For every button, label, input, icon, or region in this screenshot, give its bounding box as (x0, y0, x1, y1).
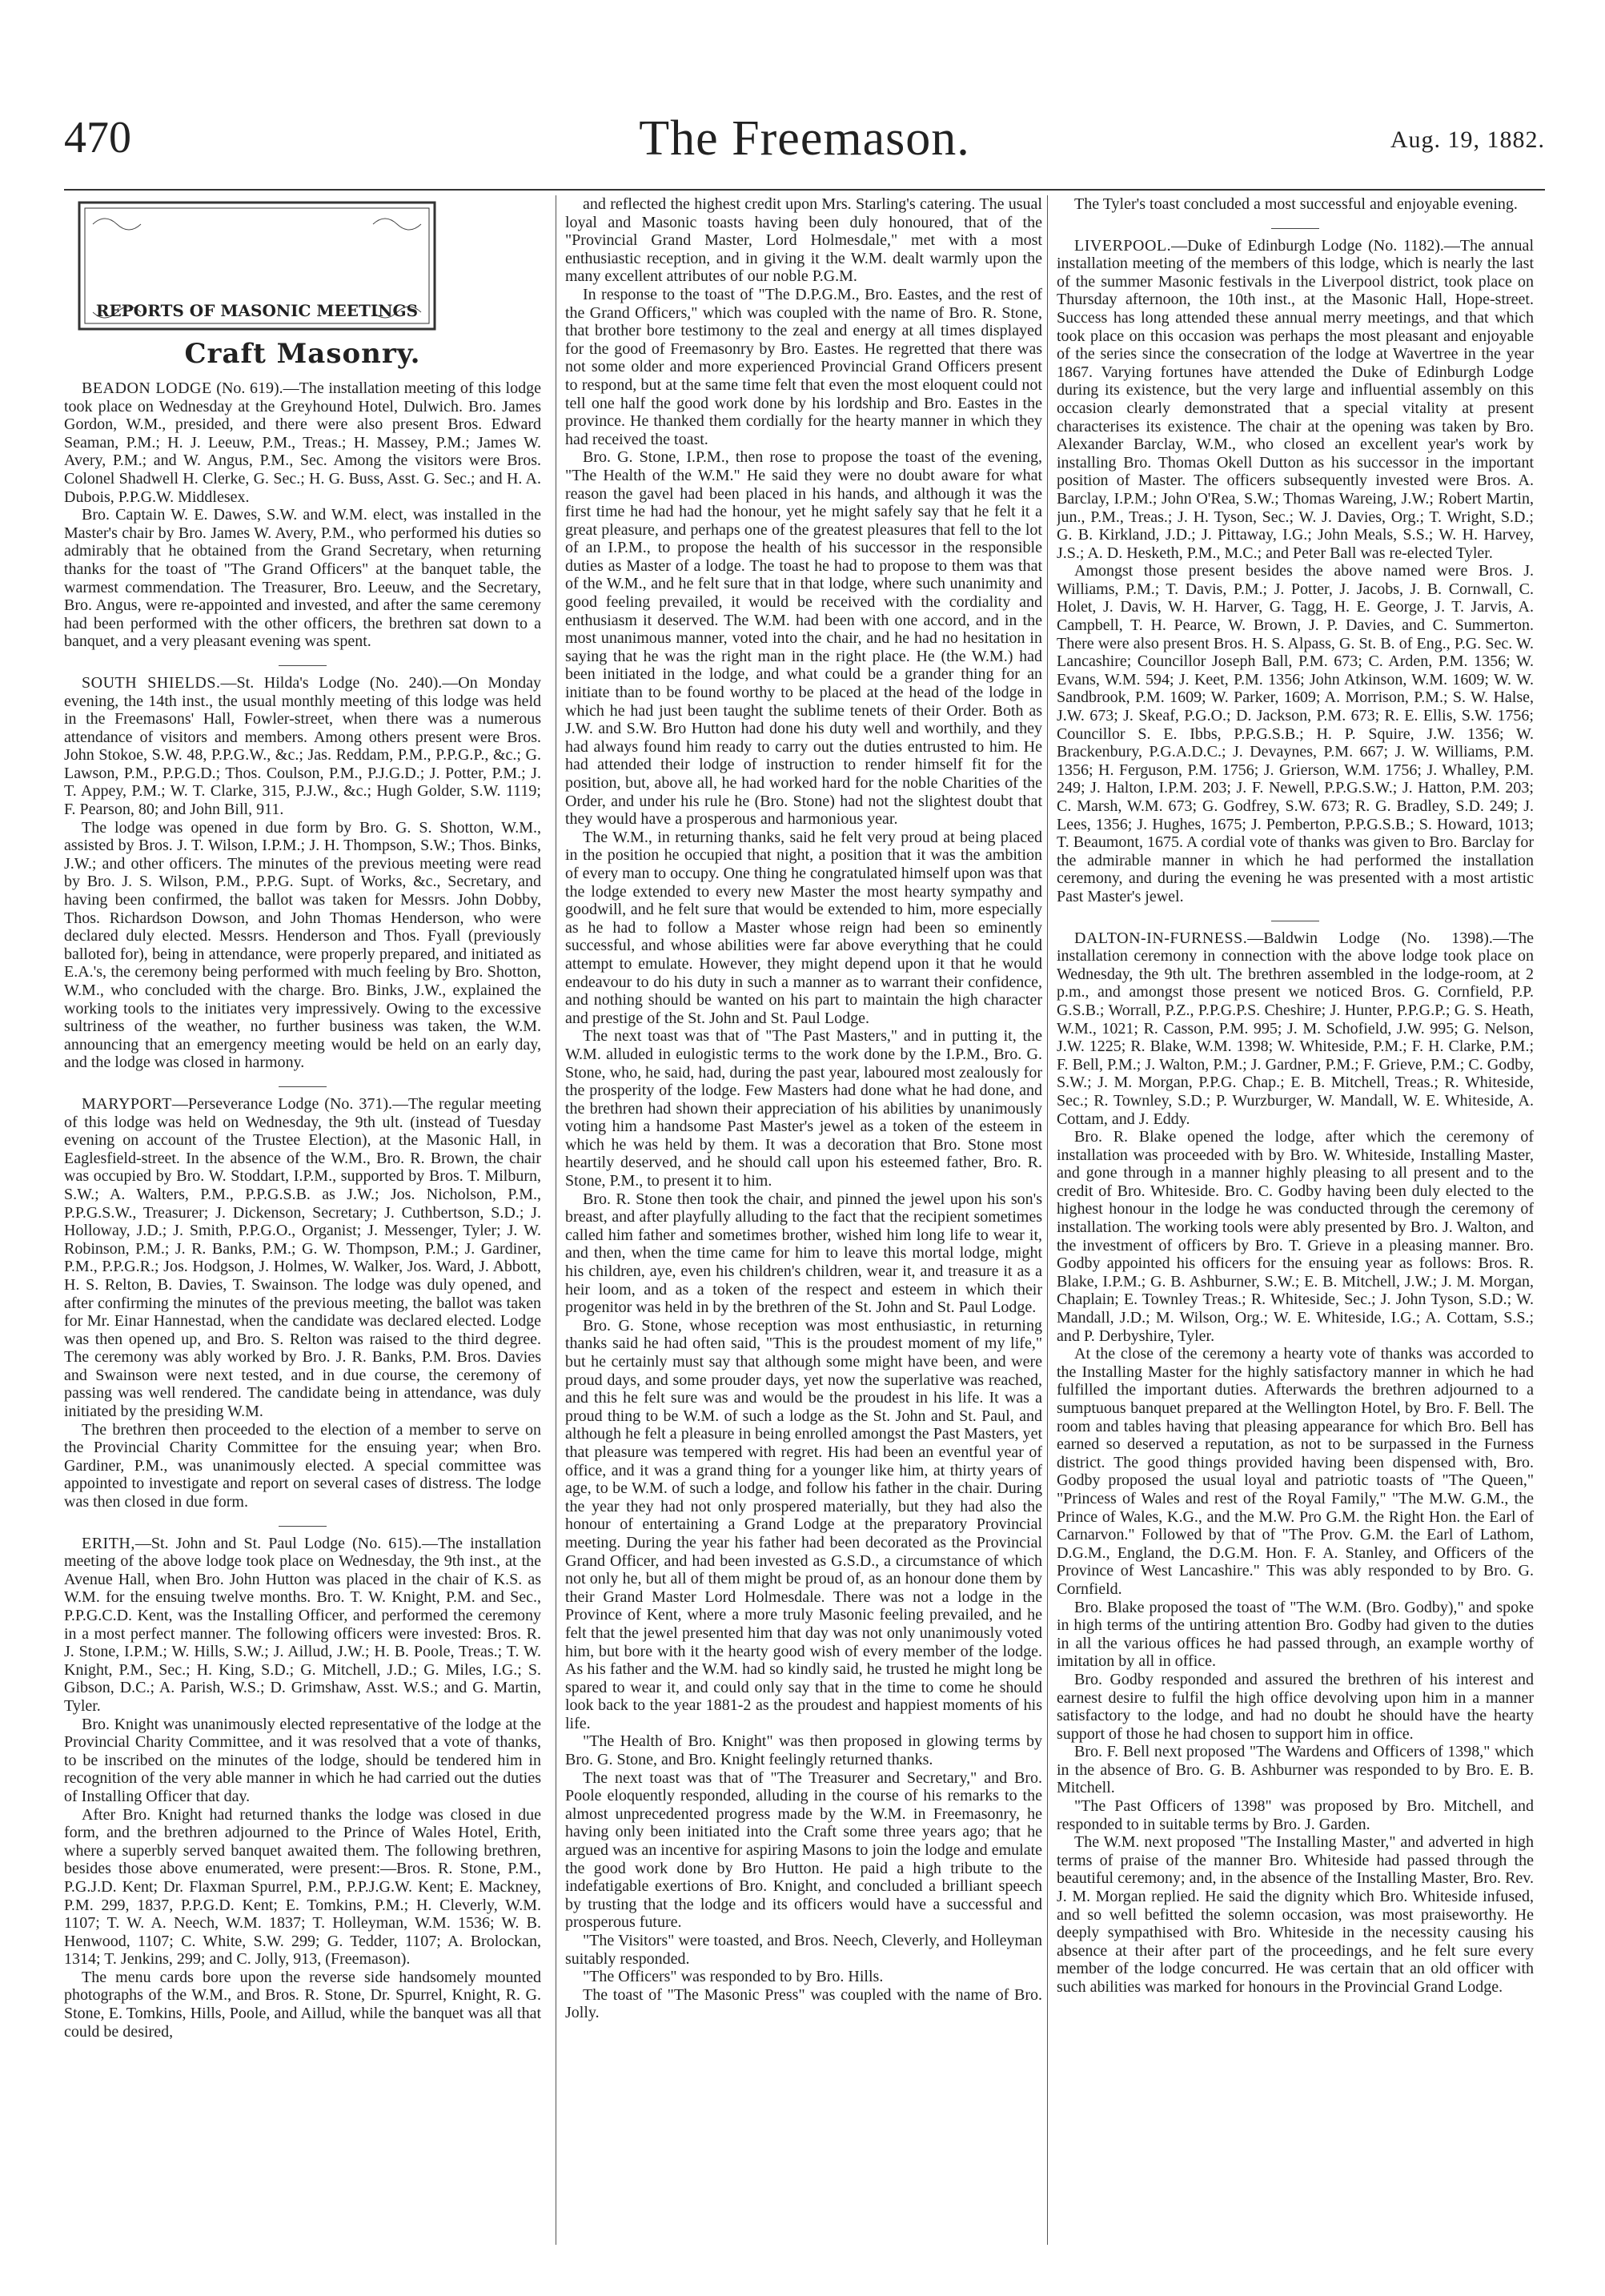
article-heading: MARYPORT (82, 1094, 172, 1113)
article-paragraph: The brethren then proceeded to the election of a member to serve on the Provincial Charity Committee for the ensuing year; when Bro. Gardiner, P.M., was unanimously elected. A special committee was appointed to investigate and report on several cases of distress. The lodge was then closed in due form. (64, 1420, 541, 1511)
article-lead (64, 379, 541, 506)
header-rule (64, 189, 1545, 191)
article-lead-text: —Perseverance Lodge (No. 371).—The regular meeting of this lodge was held on Wednesday, the 9th ult. (instead of Tuesday evening on account of the Trustee Election), at the Masonic Hall, in Eaglesfield-street. In the absence of the W.M., Bro. R. Brown, the chair was occupied by Bro. W. Stoddart, I.P.M., supported by Bros. T. Milburn, S.W.; A. Walters, P.M., P.P.G.S.B. as J.W.; Jos. Nicholson, P.M., P.P.G.S.W., Treasurer; J. Dickenson, Secretary; J. Cuthbertson, S.D.; J. Holloway, J.D.; J. Smith, P.P.G.O., Organist; J. Messenger, Tyler; J. W. Robinson, P.M.; J. R. Banks, P.M.; G. W. Thompson, P.M.; J. Gardiner, P.M., P.P.G.R.; Jos. Hodgson, J. Holmes, W. Walker, Jos. Ward, J. Abbott, H. S. Relton, B. Davies, T. Swainson. The lodge was duly opened, and after confirming the minutes of the previous meeting, the ballot was taken for Mr. Einar Hannestad, when the candidate was declared elected. Lodge was then opened up, and Bro. S. Relton was raised to the third degree. The ceremony was ably worked by Bro. J. R. Banks, P.M. Bros. Davies and Swainson were next tested, and in due course, the ceremony of passing was well rendered. The candidate being in attendance, was duly initiated by the presiding W.M. (64, 1094, 541, 1421)
article-lead (565, 195, 1042, 286)
article-paragraph: Bro. G. Stone, I.P.M., then rose to propose the toast of the evening, "The Health of the W.M." He said they were no doubt aware for what reason the gavel had been placed in his hands, and although it was the first time he had had the honour, yet he might safely say that he felt it a great pleasure, and perhaps one of the greatest pleasures that fell to the lot of an I.P.M., to propose the health of his successor in the responsible duties as Master of a lodge. The toast he had to propose to them was that of the W.M., and he felt sure that in that lodge, where such unanimity and good feeling prevailed, it would be received with the cordiality and enthusiasm it deserved. The W.M. had been with one accord, and in the most unanimous manner, voted into the chair, and he had no hesitation in saying that he was the right man in the right place. He (the W.M.) had been initiated in the lodge, and what could be a grander thing for an initiate than to be found worthy to be placed at the head of the lodge in which he had just been taught the sublime tenets of their Order. Both as J.W. and S.W. Bro Hutton had done his duty well and worthily, and they had always found him ready to carry out the duties entrusted to him. He had attended their lodge of instruction to render himself fit for the position, but, above all, he had worked hard for the noble Charities of the Order, and under his rule he (Bro. Stone) had not the slightest doubt that they would have a prosperous and harmonious year. (565, 448, 1042, 829)
article-lead-text: The Tyler's toast concluded a most successful and enjoyable evening. (1074, 195, 1518, 213)
article-paragraph: Bro. Knight was unanimously elected representative of the lodge at the Provincial Charity Committee, and it was resolved that a vote of thanks, to be inscribed on the minutes of the lodge, should be tendered him in recognition of the very able manner in which he had carried out the duties of Installing Officer that day. (64, 1715, 541, 1805)
articles (565, 195, 1042, 2022)
article (64, 1095, 541, 1511)
issue-date: Aug. 19, 1882. (1390, 126, 1545, 153)
article-paragraph: "The Past Officers of 1398" was proposed by Bro. Mitchell, and responded to in suitable terms by Bro. J. Garden. (1057, 1797, 1534, 1833)
article-heading: BEADON LODGE (82, 379, 212, 397)
article-lead (64, 1535, 541, 1716)
section-title: Craft Masonry. (184, 338, 421, 370)
article (1057, 195, 1534, 214)
masthead (64, 112, 1545, 184)
article-paragraph: Amongst those present besides the above named were Bros. J. Williams, P.M.; T. Davis, P.M.; J. Potter, J. Jacobs, J. B. Cornwall, C. Holet, J. Davis, W. H. Harver, G. Tagg, H. E. George, J. T. Jarvis, A. Campbell, T. H. Pearce, W. Brown, J. P. Davies, and C. Summerton. There were also present Bros. H. S. Alpass, G. St. B. of Eng., P.G. Sec. W. Lancashire; Councillor Joseph Ball, P.M. 673; C. Arden, P.M. 1356; W. Evans, W.M. 594; J. Keet, P.M. 1356; John Atkinson, W.M. 1609; W. W. Sandbrook, P.M. 1609; W. Parker, 1609; A. Morrison, P.M.; S. W. Halse, J.W. 673; J. Skeaf, P.G.O.; D. Jackson, P.M. 673; R. E. Ellis, S.W. 1756; Councillor S. E. Ibbs, P.P.G.S.B.; H. P. Squire, J.W. 1356; W. Brackenbury, P.G.A.D.C.; J. Devaynes, P.M. 667; J. W. Williams, P.M. 1356; H. Ferguson, P.M. 1756; J. Grierson, W.M. 1756; J. Whalley, P.M. 249; J. Halton, I.P.M. 203; J. F. Newell, P.P.G.S.W.; J. Hatton, P.M. 203; C. Marsh, W.M. 673; G. Godfrey, S.W. 673; R. G. Bradley, S.D. 249; J. Lees, 1356; J. Hughes, 1675; J. Pemberton, P.P.G.S.B.; S. Howard, 1013; T. Beaumont, 1675. A cordial vote of thanks was given to Bro. Barclay for the admirable manner in which he had performed the installation ceremony, and during the evening he was presented with a most artistic Past Master's jewel. (1057, 562, 1534, 905)
article-lead (64, 674, 541, 819)
article-lead-text: —Baldwin Lodge (No. 1398).—The installation ceremony in connection with the above lodge took place on Wednesday, the 9th ult. The brethren assembled in the lodge-room, at 2 p.m., and amongst those present we noticed Bros. G. Cornfield, P.P. G.S.B.; Worrall, P.Z., P.P.G.P.S. Cheshire; J. Hunter, P.P.G.P.; G. S. Heath, W.M., 1021; R. Casson, P.M. 995; J. M. Schofield, J.W. 995; G. Nelson, J.W. 1225; R. Blake, W.M. 1398; W. Whiteside, P.M.; F. H. Clarke, P.M.; F. Bell, P.M.; J. Walton, P.M.; J. Gardner, P.M.; F. Grieve, P.M.; C. Godby, S.W.; J. M. Morgan, P.P.G. Chap.; E. B. Mitchell, Treas.; R. Whiteside, Sec.; R. Townley, S.D.; P. Wurzburger, W. Mandall, W. E. Whiteside, A. Cottam, and J. Eddy. (1057, 929, 1534, 1128)
article-paragraph: Bro. Captain W. E. Dawes, S.W. and W.M. elect, was installed in the Master's chair by Bro. James W. Avery, P.M., who performed his duties so admirably that he obtained from the Grand Secretary, when returning thanks for the toast of "The Grand Officers" at the banquet table, the warmest commendation. The Treasurer, Bro. Leeuw, and the Secretary, Bro. Angus, were re-appointed and invested, and after the same ceremony had been performed with the other officers, the brethren sat down to a banquet, and a very pleasant evening was spent. (64, 506, 541, 651)
article-heading: ERITH, (82, 1534, 135, 1552)
article (64, 379, 541, 651)
article-lead (1057, 195, 1534, 214)
article-lead-text: —St. John and St. Paul Lodge (No. 615).—The installation meeting of the above lodge took place on Wednesday, the 9th inst., at the Avenue Hall, when Bro. John Hutton was placed in the chair of K.S. as W.M. for the ensuing twelve months. Bro. T. W. Knight, P.M. and Sec., P.P.G.C.D. Kent, was the Installing Officer, and performed the ceremony in a most perfect manner. The following officers were invested: Bros. R. J. Stone, I.P.M.; W. Hills, S.W.; J. Aillud, J.W.; H. B. Poole, Treas.; T. W. Knight, P.M., Sec.; H. King, S.D.; G. Mitchell, J.D.; G. Miles, I.G.; S. Gibson, D.C.; A. Parish, W.S.; D. Grimshaw, Asst. W.S.; and G. Martin, Tyler. (64, 1534, 541, 1715)
article-lead (1057, 929, 1534, 1129)
article (1057, 237, 1534, 906)
article (64, 1535, 541, 2041)
article-paragraph: Bro. Godby responded and assured the brethren of his interest and earnest desire to fulfil the high office devolving upon him in a manner satisfactory to the lodge, and had no doubt he should have the hearty support of those he had chosen to support him in office. (1057, 1670, 1534, 1743)
page-number: 470 (64, 113, 131, 163)
article-heading: SOUTH SHIELDS. (82, 673, 221, 692)
article-lead (1057, 237, 1534, 563)
article-separator (279, 665, 327, 666)
article-lead-text: —St. Hilda's Lodge (No. 240).—On Monday evening, the 14th inst., the usual monthly meeting of this lodge was held in the Freemasons' Hall, Fowler-street, when there was a numerous attendance of visitors and members. Among others present were Bros. John Stokoe, S.W. 48, P.P.G.W., &c.; Jas. Reddam, P.M., P.P.G.P., &c.; G. Lawson, P.M., P.P.G.D.; Thos. Coulson, P.M., P.J.G.D.; J. Potter, P.M.; J. T. Appey, P.M.; W. T. Clarke, 315, P.J.W., &c.; Hugh Golder, S.W. 1119; F. Pearson, 80; and John Bill, 911. (64, 673, 541, 819)
article-paragraph: At the close of the ceremony a hearty vote of thanks was accorded to the Installing Master for the highly satisfactory manner in which he had fulfilled the important duties. Afterwards the brethren adjourned to a sumptuous banquet prepared at the Wellington Hotel, by Bro. F. Bell. The room and tables having that pleasing appearance for which Bro. Bell has earned so deserved a reputation, as not to be surpassed in the Furness district. The good things provided having been dispensed with, Bro. Godby proposed the usual loyal and patriotic toasts of "The Queen," "Princess of Wales and rest of the Royal Family," "The M.W. G.M., the Prince of Wales, K.G., and the M.W. Pro G.M. the Right Hon. the Earl of Carnarvon." Followed by that of "The Prov. G.M. the Earl of Lathom, D.G.M., England, the D.G.M. Hon. F. A. Stanley, and Officers of the Province of West Lancashire." This was ably responded to by Bro. G. Cornfield. (1057, 1345, 1534, 1598)
article-paragraph: The toast of "The Masonic Press" was coupled with the name of Bro. Jolly. (565, 1985, 1042, 2022)
article-heading: LIVERPOOL. (1074, 236, 1172, 255)
article (1057, 929, 1534, 1997)
column-2 (565, 195, 1042, 2253)
column-1 (64, 195, 541, 2253)
article-paragraph: Bro. R. Blake opened the lodge, after which the ceremony of installation was proceeded with by Bro. W. Whiteside, Installing Master, and gone through in a manner highly pleasing to all present and to the credit of Bro. Whiteside. Bro. C. Godby having been duly elected to the highest honour in the lodge he was conducted through the ceremony of installation. The working tools were ably presented by Bro. J. Walton, and the investment of officers by Bro. T. Grieve in a pleasing manner. Bro. Godby appointed his officers for the ensuing year as follows: Bros. R. Blake, I.P.M.; G. B. Ashburner, S.W.; E. B. Mitchell, J.W.; J. M. Morgan, Chaplain; E. Townley Treas.; R. Whiteside, Sec.; J. John Tyson, S.D.; W. Mandall, J.D.; M. Wilson, Org.; W. E. Whiteside, I.G.; A. Cottam, S.S.; and P. Derbyshire, Tyler. (1057, 1128, 1534, 1345)
article-lead-text: (No. 619).—The installation meeting of this lodge took place on Wednesday at the Greyhound Hotel, Dulwich. Bro. James Gordon, W.M., presided, and there were also present Bros. Edward Seaman, P.M.; H. J. Leeuw, P.M., Treas.; H. Massey, P.M.; James W. Avery, P.M.; and W. Angus, P.M., Sec. Among the visitors were Bros. Colonel Shadwell H. Clerke, G. Sec.; H. G. Buss, Asst. G. Sec.; and H. A. Dubois, P.P.G.W. Middlesex. (64, 379, 541, 506)
article-paragraph: "The Health of Bro. Knight" was then proposed in glowing terms by Bro. G. Stone, and Bro. Knight feelingly returned thanks. (565, 1732, 1042, 1769)
article-separator (279, 1526, 327, 1527)
article-paragraph: The menu cards bore upon the reverse side handsomely mounted photographs of the W.M., and Bros. R. Stone, Dr. Spurrel, Knight, R. G. Stone, E. Tomkins, Hills, Poole, and Aillud, while the banquet was all that could be desired, (64, 1968, 541, 2041)
article-heading: DALTON-IN-FURNESS. (1074, 929, 1248, 947)
banner-text: REPORTS OF MASONIC MEETINGS (95, 301, 419, 320)
article-paragraph: The next toast was that of "The Past Masters," and in putting it, the W.M. alluded in eulogistic terms to the work done by the I.P.M., Bro. G. Stone, who, he said, had, during the past year, laboured most zealously for the prosperity of the lodge. Few Masters had done what he had done, and the brethren had shown their appreciation of his abilities by unanimously voting him a handsome Past Master's jewel as a token of the esteem in which he was held by them. It was a decoration that Bro. Stone most heartily deserved, and he should call upon his esteemed father, Bro. R. Stone, P.M., to present it to him. (565, 1027, 1042, 1190)
column-divider (1047, 195, 1048, 2245)
article-paragraph: Bro. R. Stone then took the chair, and pinned the jewel upon his son's breast, and after playfully alluding to the fact that the recipient sometimes called him father and sometimes brother, wished him long life to wear it, and then, when the time came for him to leave this mortal lodge, might his children, aye, even his children's children, wear it, and treasure it as a heir loom, and as a token of the respect and esteem in which their progenitor was held in by the brethren of the St. John and St. Paul Lodge. (565, 1190, 1042, 1317)
article-lead-text: and reflected the highest credit upon Mrs. Starling's catering. The usual loyal and Masonic toasts having been duly honoured, that of the "Provincial Grand Master, Lord Holmesdale," met with a most enthusiastic reception, and in giving it the W.M. dealt warmly upon the many excellent attributes of our noble P.G.M. (565, 195, 1042, 286)
article-separator (1271, 228, 1319, 229)
reports-banner (77, 200, 437, 331)
article-paragraph: In response to the toast of "The D.P.G.M., Bro. Eastes, and the rest of the Grand Officers," which was coupled with the name of Bro. R. Stone, that brother bore testimony to the zeal and energy at all times displayed for the good of Freemasonry by Bro. Eastes. He regretted that there was not some older and more experienced Provincial Grand Officers present to respond, but at the same time felt that even the most eloquent could not tell one half the good work done by his lordship and Bro. Eastes in the province. He thanked them cordially for the hearty manner in which they had received the toast. (565, 285, 1042, 448)
column-3 (1057, 195, 1534, 2253)
article-paragraph: Bro. F. Bell next proposed "The Wardens and Officers of 1398," which in the absence of Bro. G. B. Ashburner was responded to by Bro. E. B. Mitchell. (1057, 1743, 1534, 1797)
article-paragraph: Bro. G. Stone, whose reception was most enthusiastic, in returning thanks said he had often said, "This is the proudest moment of my life," but he certainly must say that although some might have been, and were proud days, and some prouder days, yet now the superlative was reached, and this he felt sure was and would be the proudest in his life. It was a proud thing to be W.M. of such a lodge as the St. John and St. Paul, and although he felt a pleasure in being enrolled amongst the Past Masters, yet that pleasure was tempered with regret. His had been an eventful year of office, and it was a grand thing for a younger like him, at thirty years of age, to be W.M. of such a lodge, and follow his father in the chair. During the year they had not only prospered materially, but they had also the honour of entertaining a Grand Lodge at the preparatory Provincial meeting. During the year his father had been decorated as the Provincial Grand Officer, and had been invested as G.S.D., a circumstance of which not only he, but all of them might be proud of, as an honour done them by their Grand Master Lord Holmesdale. There was not a lodge in the Province of Kent, where a more truly Masonic feeling prevailed, and he felt that the jewel presented him that day was not only unanimously voted him, but bore with it the hearty good wish of every member of the lodge. As his father and the W.M. had so kindly said, he trusted he might long be spared to wear it, and could only say that in the time to come he should look back to the year 1881-2 as the proudest and happiest moments of his life. (565, 1316, 1042, 1732)
article (565, 195, 1042, 2022)
article-separator (279, 1086, 327, 1087)
article-paragraph: The W.M., in returning thanks, said he felt very proud at being placed in the position he occupied that night, a position that it was the ambition of every man to occupy. One thing he congratulated himself upon was that the lodge extended to every new Master the most hearty sympathy and goodwill, and he felt sure that would be extended to him, more especially as he had to follow a Master whose reign had been so eminently successful, and whose abilities were far above everything that he could attempt to emulate. However, they might depend upon it that he would endeavour to do his duty in such a manner as to warrant their confidence, and nothing should be wanted on his part to maintain the high character and prestige of the St. John and St. Paul Lodge. (565, 828, 1042, 1027)
article-paragraph: "The Visitors" were toasted, and Bros. Neech, Cleverly, and Holleyman suitably responded. (565, 1932, 1042, 1968)
article-paragraph: After Bro. Knight had returned thanks the lodge was closed in due form, and the brethren adjourned to the Prince of Wales Hotel, Erith, where a superbly served banquet awaited them. The following brethren, besides those above enumerated, were present:—Bros. R. Stone, P.M., P.G.J.D. Kent; Dr. Flaxman Spurrel, P.M., P.P.J.G.W. Kent; E. Mackney, P.M. 299, 1837, P.P.G.D. Kent; E. Tomkins, P.M.; H. Cleverly, W.M. 1107; T. W. A. Neech, W.M. 1837; T. Holleyman, W.M. 1536; W. B. Henwood, 1107; C. White, S.W. 299; G. Tedder, 1107; A. Brolockan, 1314; T. Jenkins, 299; and C. Jolly, 913, (Freemason). (64, 1805, 541, 1969)
article-paragraph: The next toast was that of "The Treasurer and Secretary," and Bro. Poole eloquently responded, alluding in the course of his remarks to the almost unprecedented progress made by the W.M. in Freemasonry, he having only been initiated into the Craft some three years ago; that he argued was an incentive for aspiring Masons to join the lodge and emulate the good work done by Bro Hutton. He paid a high tribute to the indefatigable exertions of Bro. Knight, and concluded a brilliant speech by trusting that the lodge and its officers would have a successful and prosperous future. (565, 1768, 1042, 1932)
article-paragraph: "The Officers" was responded to by Bro. Hills. (583, 1968, 884, 1986)
articles (64, 379, 541, 2041)
article-paragraph: The lodge was opened in due form by Bro. G. S. Shotton, W.M., assisted by Bros. J. T. Wilson, I.P.M.; J. H. Thompson, S.W.; Thos. Binks, J.W.; and other officers. The minutes of the previous meeting were read by Bro. J. S. Wilson, P.M., P.P.G. Supt. of Works, &c., Secretary, and having been confirmed, the ballot was taken for Messrs. John Dobby, Thos. Richardson Dowson, and John Thomas Henderson, who were declared duly elected. Messrs. Henderson and Thos. Fyall (previously balloted for), being in attendance, were properly prepared, and initiated as E.A.'s, the ceremony being performed with much feeling by Bro. Shotton, W.M., who concluded with the charge. Bro. Binks, J.W., explained the working tools to the initiates very impressively. Owing to the excessive sultriness of the weather, no further business was taken, the W.M. announcing that an emergency meeting would be held on an early day, and the lodge was closed in harmony. (64, 818, 541, 1072)
article-lead (64, 1095, 541, 1421)
publication-title: The Freemason. (639, 111, 970, 166)
articles (1057, 195, 1534, 1997)
article-paragraph: The W.M. next proposed "The Installing Master," and adverted in high terms of praise of the manner Bro. Whiteside had passed through the beautiful ceremony; and, in the absence of the Installing Master, Bro. Rev. J. M. Morgan replied. He said the dignity which Bro. Whiteside infused, and so well befitted the solemn occasion, was most praiseworthy. He deeply sympathised with Bro. Whiteside in the necessity causing his absence at their after part of the proceedings, and he felt sure every member of the lodge concurred. He was certain that an old officer with such abilities was marked for honours in the Provincial Grand Lodge. (1057, 1833, 1534, 1996)
article-paragraph: Bro. Blake proposed the toast of "The W.M. (Bro. Godby)," and spoke in high terms of the untiring attention Bro. Godby had given to the duties in all the various offices he had passed through, an example worthy of imitation by all in office. (1057, 1598, 1534, 1671)
article-lead-text: —Duke of Edinburgh Lodge (No. 1182).—The annual installation meeting of the members of this lodge, which is nearly the last of the summer Masonic festivals in the Liverpool district, took place on Thursday afternoon, the 10th inst., at the Masonic Hall, Hope-street. Success has long attended these annual merry meetings, and that which took place on this occasion was perhaps the most pleasant and enjoyable of the series since the consecration of the lodge at Wavertree in the year 1867. Varying fortunes have attended the Duke of Edinburgh Lodge during its existence, but the very large and influential assembly on this occasion clearly demonstrated that a special vitality at present characterises its existence. The chair at the opening was taken by Bro. Alexander Barclay, W.M., who closed an excellent year's work by installing Bro. Thomas Okell Dutton as his successor in the important position of Master. The officers subsequently invested were Bros. A. Barclay, I.P.M.; John O'Rea, S.W.; Thomas Wareing, J.W.; Robert Martin, jun., P.M., Treas.; J. H. Tyson, Sec.; W. J. Davies, Org.; T. Wright, S.D.; G. B. Kirkland, J.D.; J. Pittaway, I.G.; John Meals, S.S.; W. H. Harvey, J.S.; A. D. Hesketh, P.M., M.C.; and Peter Ball was re-elected Tyler. (1057, 236, 1534, 562)
article (64, 674, 541, 1072)
